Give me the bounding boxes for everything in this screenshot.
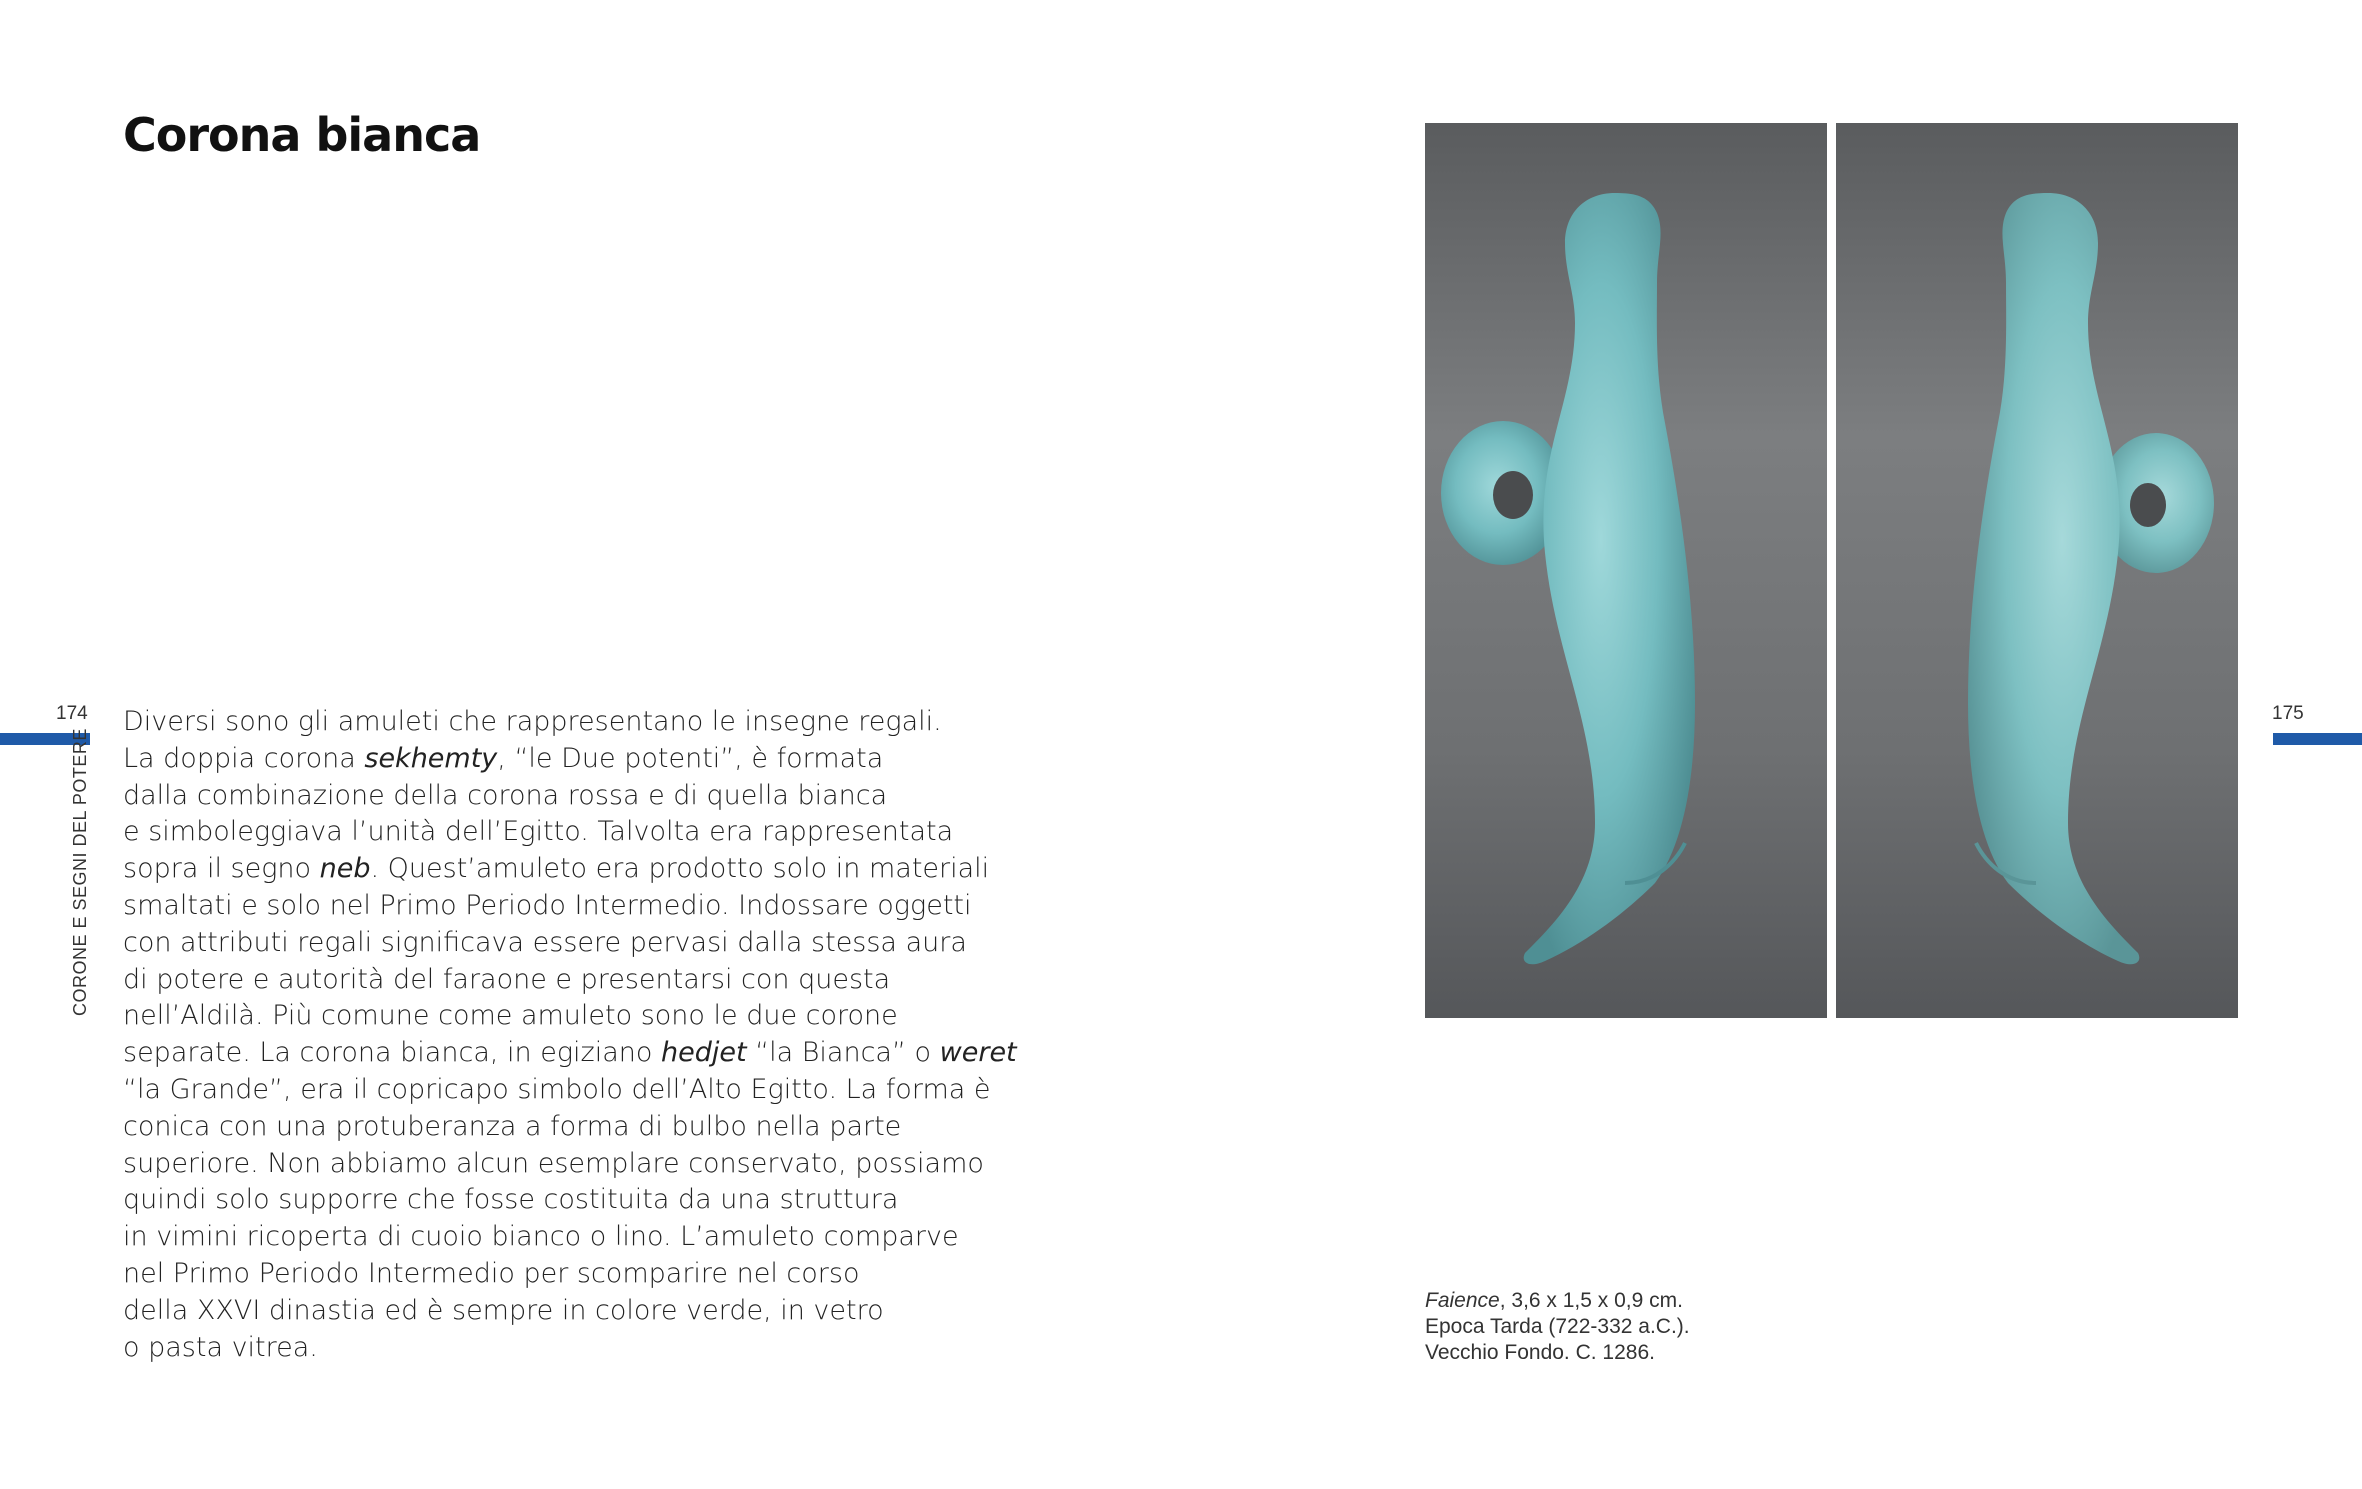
body-line [123,1146,984,1183]
text-run: separate. La corona bianca, in egiziano [123,1037,661,1069]
amulet-photo-back [1836,123,2238,1018]
page-marker-bar-right [2273,733,2362,745]
text-run: in vimini ricoperta di cuoio bianco o lino. L’amuleto comparve [123,1221,959,1253]
text-run: di potere e autorità del faraone e presentarsi con questa [123,963,891,995]
caption-line-1 [1425,1288,1690,1314]
body-line [123,778,953,815]
caption-inventory: Vecchio Fondo. C. 1286. [1425,1341,1655,1364]
body-line [123,1072,991,1109]
body-line [123,1256,953,1293]
caption-dimensions: , 3,6 x 1,5 x 0,9 cm. [1499,1289,1683,1312]
caption-material: Faience [1425,1289,1500,1312]
text-run: dalla combinazione della corona rossa e di quella bianca [123,779,888,811]
body-line [123,704,953,741]
body-line [123,998,953,1035]
text-run: superiore. Non abbiamo alcun esemplare conservato, possiamo [123,1147,984,1179]
text-run: della XXVI dinastia ed è sempre in colore verde, in vetro [123,1294,884,1326]
italic-term: sekhemty [364,742,498,774]
page-number-right: 175 [2272,703,2304,724]
body-line [123,1182,953,1219]
text-run: con attributi regali significava essere pervasi dalla stessa aura [123,926,967,958]
body-line [123,962,953,999]
body-line [123,925,967,962]
text-run: “la Grande”, era il copricapo simbolo dell’Alto Egitto. La forma è [123,1073,991,1105]
body-line [123,1219,959,1256]
body-line [123,1293,953,1330]
text-run: e simboleggiava l’unità dell’Egitto. Talvolta era rappresentata [123,816,954,848]
italic-term: neb [319,853,371,885]
text-run: sopra il segno [123,853,320,885]
caption-period: Epoca Tarda (722-332 a.C.). [1425,1315,1690,1338]
text-run: La doppia corona [123,742,365,774]
italic-term: hedjet [660,1037,747,1069]
body-line [123,851,990,888]
page-number-left: 174 [56,703,88,724]
text-run: conica con una protuberanza a forma di bulbo nella parte [123,1110,902,1142]
body-line [123,888,972,925]
body-line [123,741,953,778]
text-run: “la Bianca” o [746,1037,940,1069]
text-run: , “le Due potenti”, è formata [497,742,884,774]
text-run: nel Primo Periodo Intermedio per scomparire nel corso [123,1257,860,1289]
body-line [123,1109,953,1146]
page-title: Corona bianca [123,108,481,162]
photo-caption [1425,1288,1690,1366]
italic-term: weret [939,1037,1017,1069]
text-run: nell’Aldilà. Più comune come amuleto sono le due corone [123,1000,898,1032]
body-line [123,1035,1017,1072]
running-head: CORONE E SEGNI DEL POTERE [70,728,90,1016]
amulet-photo-front [1425,123,1827,1018]
text-run: . Quest’amuleto era prodotto solo in materiali [370,853,990,885]
text-run: o pasta vitrea. [123,1331,318,1363]
body-line [123,1330,953,1367]
text-run: Diversi sono gli amuleti che rappresentano le insegne regali. [123,706,942,737]
body-line [123,814,953,851]
text-run: smaltati e solo nel Primo Periodo Intermedio. Indossare oggetti [123,889,972,921]
body-text [123,704,1017,1366]
text-run: quindi solo supporre che fosse costituita da una struttura [123,1184,899,1216]
